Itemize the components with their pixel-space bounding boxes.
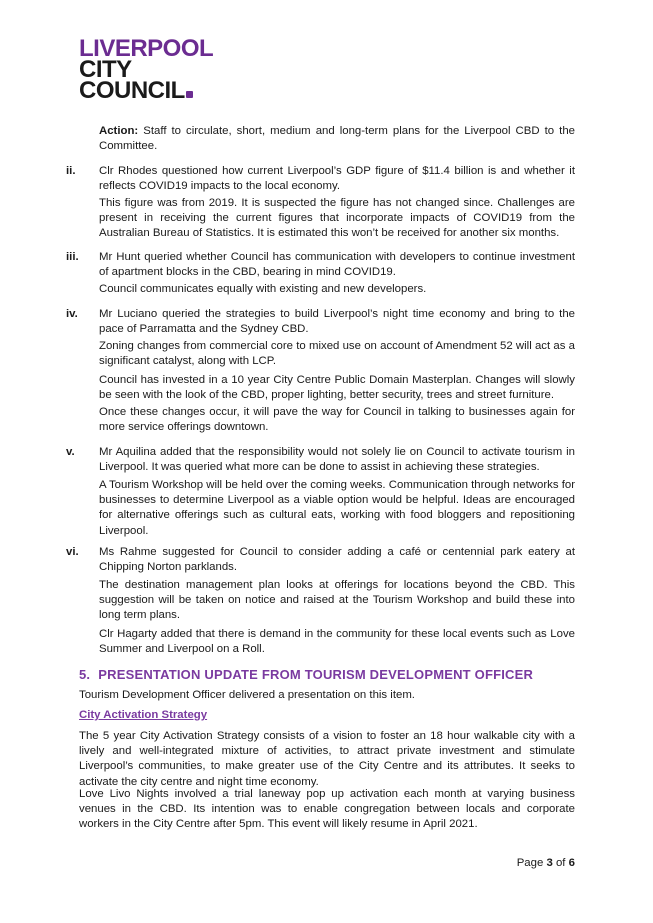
action-label: Action: xyxy=(99,125,139,137)
item-paragraph: Mr Hunt queried whether Council has communication with developers to continue investment of apartment blocks in the CBD, bearing in mind COVID19. xyxy=(99,251,575,279)
item-paragraph: Mr Luciano queried the strategies to build Liverpool’s night time economy and bring to the pace of Parramatta and the Sydney CBD. xyxy=(99,308,575,336)
item-paragraph: Council communicates equally with existing and new developers. xyxy=(99,283,427,295)
item-paragraph: Once these changes occur, it will pave the way for Council in talking to businesses again for more service offerings downtown. xyxy=(99,406,575,434)
section-intro: Tourism Development Officer delivered a presentation on this item. xyxy=(79,689,415,701)
logo-dot-icon xyxy=(186,91,193,98)
item-number: ii. xyxy=(66,165,76,177)
section-paragraph: Love Livo Nights involved a trial laneway pop up activation each month at varying business venues in the CBD. Its intention was to enable congregation between locals and corporate workers in the City Centre after 5pm. This event will likely resume in April 2021. xyxy=(79,788,575,831)
item-paragraph: Ms Rahme suggested for Council to consider adding a café or centennial park eatery at Chipping Norton parklands. xyxy=(99,546,575,574)
item-paragraph: A Tourism Workshop will be held over the coming weeks. Communication through networks for businesses to determine Liverpool as a viable option would be helpful. Ideas are encouraged for alternative offerings such as cultural eats, working with food bloggers and repositioning Liverpool. xyxy=(99,479,575,537)
council-logo xyxy=(79,35,214,104)
page-number: 3 xyxy=(546,857,553,869)
item-number: iii. xyxy=(66,251,79,263)
page-footer: Page 3 of 6 xyxy=(516,857,575,869)
logo-line-1: LIVERPOOL xyxy=(79,35,214,62)
item-paragraph: This figure was from 2019. It is suspected the figure has not changed since. Challenges are present in receiving the current figures that incorporate impacts of COVID19 from the Australian Bureau of Statistics. It is estimated this won’t be received for another six months. xyxy=(99,197,575,240)
item-paragraph: Council has invested in a 10 year City Centre Public Domain Masterplan. Changes will slowly be seen with the look of the CBD, proper lighting, better security, trees and street furniture. xyxy=(99,374,575,402)
item-paragraph: Zoning changes from commercial core to mixed use on account of Amendment 52 will act as a significant catalyst, along with LCP. xyxy=(99,340,575,368)
action-text: Staff to circulate, short, medium and long-term plans for the Liverpool CBD to the Committee. xyxy=(99,125,575,153)
item-number: vi. xyxy=(66,546,79,558)
item-paragraph: Clr Rhodes questioned how current Liverpool’s GDP figure of $11.4 billion is and whether it reflects COVID19 impacts to the local economy. xyxy=(99,165,575,193)
subheading-link: City Activation Strategy xyxy=(79,709,208,721)
section-number: 5. xyxy=(79,667,91,682)
action-paragraph xyxy=(99,124,575,154)
item-paragraph: Clr Hagarty added that there is demand in the community for these local events such as Love Summer and Liverpool on a Roll. xyxy=(99,628,575,656)
section-title: PRESENTATION UPDATE FROM TOURISM DEVELOPMENT OFFICER xyxy=(98,667,534,682)
item-number: v. xyxy=(66,446,75,458)
item-paragraph: The destination management plan looks at offerings for locations beyond the CBD. This suggestion will be taken on notice and raised at the Tourism Workshop and build these into long term plans. xyxy=(99,579,575,622)
logo-line-2: CITY xyxy=(79,56,132,83)
logo-line-3: COUNCIL xyxy=(79,80,213,101)
item-paragraph: Mr Aquilina added that the responsibility would not solely lie on Council to activate tourism in Liverpool. It was queried what more can be done to assist in achieving these strategies. xyxy=(99,446,575,474)
section-heading xyxy=(79,667,579,682)
section-paragraph: The 5 year City Activation Strategy consists of a vision to foster an 18 hour walkable city with a lively and well-integrated mixture of activities, to attract private investment and stimulate Liverpool’s communities, to make greater use of the City Centre and its attributes. It seeks to activate the city centre and night time economy. xyxy=(79,730,575,788)
item-number: iv. xyxy=(66,308,78,320)
page-total: 6 xyxy=(568,857,575,869)
